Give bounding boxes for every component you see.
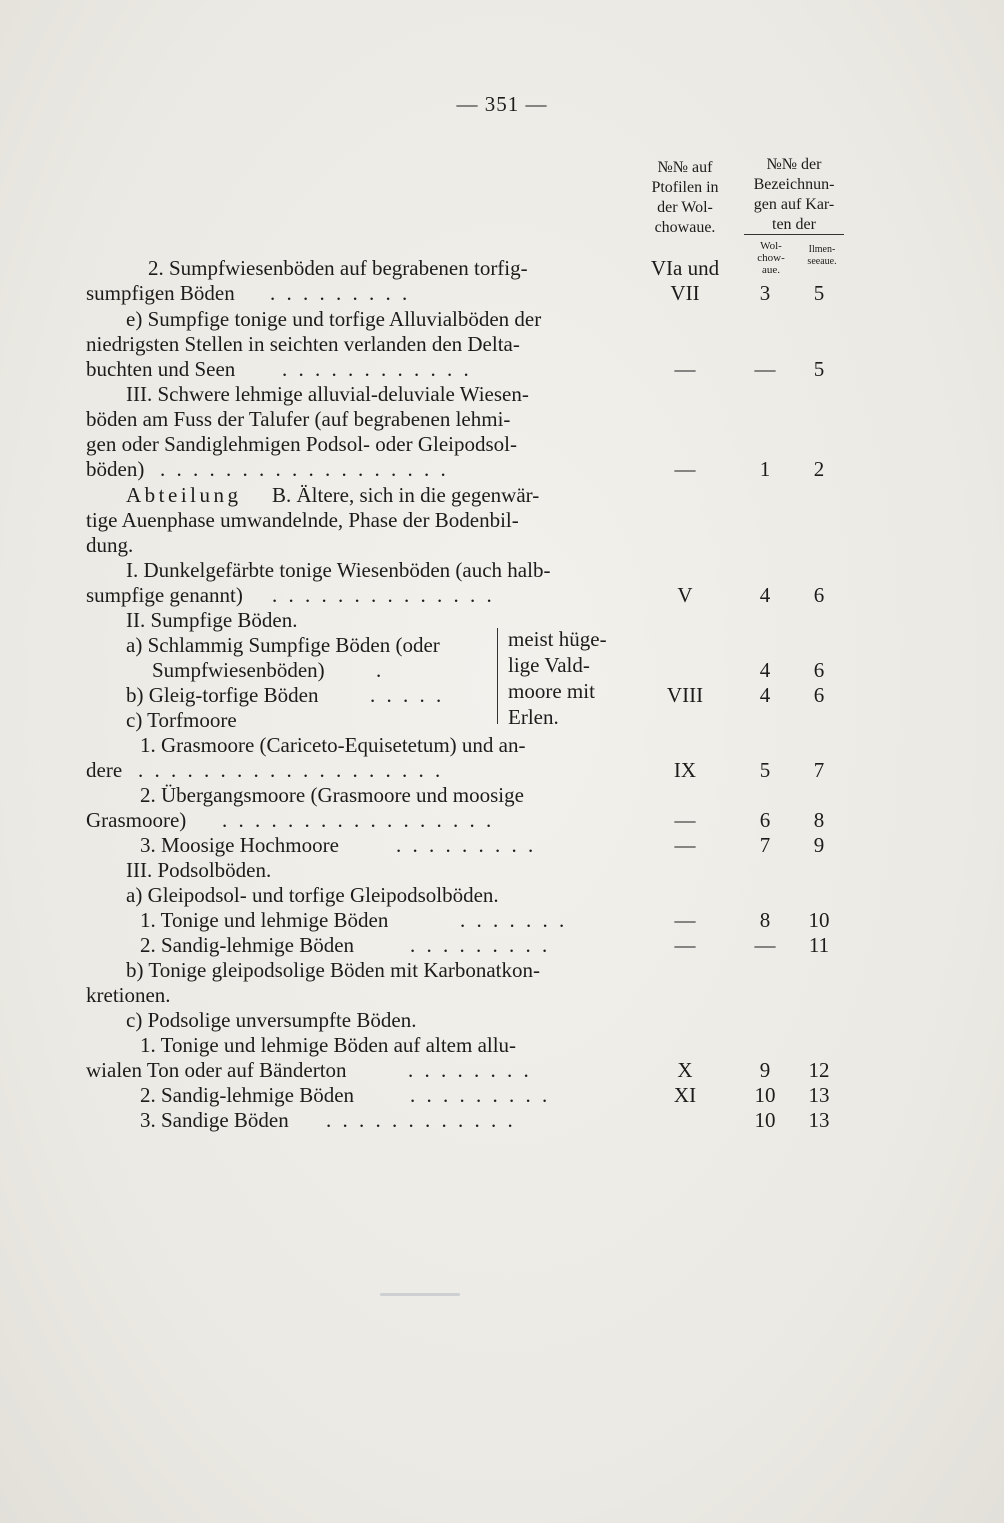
text-line bbox=[0, 407, 1004, 432]
wolchow-map-number: 9 bbox=[759, 1058, 771, 1082]
brace-note-line: lige Vald- bbox=[508, 653, 590, 677]
line-text: Abteilung bbox=[126, 483, 242, 507]
text-line bbox=[0, 457, 1004, 482]
text-line bbox=[0, 483, 1004, 508]
line-text: kretionen. bbox=[86, 983, 171, 1007]
brace-note-line: moore mit bbox=[508, 679, 595, 703]
wolchow-map-number: 8 bbox=[759, 908, 771, 932]
leader-dots: . . . . . . . . . . . . . . . . . . . bbox=[138, 758, 444, 782]
column-header-rule bbox=[744, 234, 844, 235]
wolchow-map-number: 5 bbox=[759, 758, 771, 782]
profile-number: — bbox=[674, 833, 696, 857]
wolchow-map-number: 3 bbox=[759, 281, 771, 305]
text-line bbox=[0, 256, 1004, 281]
subheader-line: Wol- bbox=[760, 240, 782, 252]
profile-number: X bbox=[677, 1058, 693, 1082]
line-text: a) Gleipodsol- und torfige Gleipodsolböden. bbox=[126, 883, 499, 907]
text-line bbox=[0, 357, 1004, 382]
ilmensee-map-number: 2 bbox=[813, 457, 825, 481]
ilmensee-map-number: 8 bbox=[813, 808, 825, 832]
text-line bbox=[0, 958, 1004, 983]
line-text: c) Torfmoore bbox=[126, 708, 237, 732]
brace-bracket bbox=[497, 628, 504, 724]
line-text: sumpfigen Böden bbox=[86, 281, 235, 305]
ilmensee-map-number: 6 bbox=[813, 683, 825, 707]
text-line bbox=[0, 508, 1004, 533]
line-text: 1. Tonige und lehmige Böden auf altem allu- bbox=[140, 1033, 517, 1057]
subheader-line: chow- bbox=[757, 252, 785, 264]
leader-dots: . . . . . . . . . . . . bbox=[326, 1108, 516, 1132]
profile-number: V bbox=[677, 583, 693, 607]
line-text: böden) bbox=[86, 457, 145, 481]
text-line bbox=[0, 1083, 1004, 1108]
ilmensee-map-number: 9 bbox=[813, 833, 825, 857]
column-header-line: №№ auf bbox=[657, 159, 713, 176]
leader-dots: . bbox=[376, 658, 385, 682]
ilmensee-map-number: 5 bbox=[813, 281, 825, 305]
ilmensee-map-number: 7 bbox=[813, 758, 825, 782]
text-line bbox=[0, 933, 1004, 958]
profile-number: VII bbox=[670, 281, 700, 305]
text-line bbox=[0, 1033, 1004, 1058]
text-line bbox=[0, 432, 1004, 457]
profile-number: — bbox=[674, 933, 696, 957]
page-number: — 351 — bbox=[456, 92, 548, 116]
profile-number: IX bbox=[673, 758, 697, 782]
profile-number: — bbox=[674, 808, 696, 832]
line-text: niedrigsten Stellen in seichten verlanden den Delta- bbox=[86, 332, 520, 356]
line-text: e) Sumpfige tonige und torfige Alluvialböden der bbox=[126, 307, 542, 331]
wolchow-map-number: 4 bbox=[759, 583, 771, 607]
text-line bbox=[0, 908, 1004, 933]
wolchow-map-number: 1 bbox=[759, 457, 771, 481]
leader-dots: . . . . . . . . . bbox=[410, 1083, 551, 1107]
leader-dots: . . . . . . . . . . . . bbox=[282, 357, 472, 381]
text-line bbox=[0, 583, 1004, 608]
ilmensee-map-number: 13 bbox=[808, 1083, 830, 1107]
line-text: böden am Fuss der Talufer (auf begrabenen lehmi- bbox=[86, 407, 511, 431]
subheader-line: aue. bbox=[761, 264, 780, 276]
leader-dots: . . . . . . . . . . . . . . . . . . bbox=[160, 457, 449, 481]
wolchow-map-number: 4 bbox=[759, 683, 771, 707]
line-text: sumpfige genannt) bbox=[86, 583, 243, 607]
line-text: a) Schlammig Sumpfige Böden (oder bbox=[126, 633, 440, 657]
column-header-profiles bbox=[630, 158, 740, 238]
ilmensee-map-number: 12 bbox=[808, 1058, 830, 1082]
column-header-line: ten der bbox=[772, 216, 816, 233]
leader-dots: . . . . . . . . . . . . . . . . . bbox=[222, 808, 495, 832]
profile-number: XI bbox=[673, 1083, 697, 1107]
leader-dots: . . . . . . . . . bbox=[270, 281, 411, 305]
ilmensee-map-number: 11 bbox=[808, 933, 830, 957]
ilmensee-map-number: 13 bbox=[808, 1108, 830, 1132]
leader-dots: . . . . . . . . . bbox=[396, 833, 537, 857]
column-header-line: gen auf Kar- bbox=[753, 196, 835, 213]
profile-number: VIa und bbox=[650, 256, 720, 280]
line-text: 3. Moosige Hochmoore bbox=[140, 833, 339, 857]
line-text: c) Podsolige unversumpfte Böden. bbox=[126, 1008, 417, 1032]
line-text: gen oder Sandiglehmigen Podsol- oder Gleipodsol- bbox=[86, 432, 518, 456]
text-line bbox=[0, 758, 1004, 783]
profile-number: — bbox=[674, 457, 696, 481]
line-text: 2. Sandig-lehmige Böden bbox=[140, 1083, 355, 1107]
profile-number: — bbox=[674, 908, 696, 932]
line-text: buchten und Seen bbox=[86, 357, 236, 381]
column-header-line: №№ der bbox=[766, 156, 822, 173]
wolchow-map-number: 4 bbox=[759, 658, 771, 682]
brace-note-line: meist hüge- bbox=[508, 627, 607, 651]
subheader-line: seeaue. bbox=[807, 256, 837, 267]
line-text: Sumpfwiesenböden) bbox=[152, 658, 325, 682]
line-text: wialen Ton oder auf Bänderton bbox=[86, 1058, 347, 1082]
text-line bbox=[0, 858, 1004, 883]
line-text: II. Sumpfige Böden. bbox=[126, 608, 298, 632]
text-line bbox=[0, 1008, 1004, 1033]
text-line bbox=[0, 783, 1004, 808]
line-text-continued: B. Ältere, sich in die gegenwär- bbox=[272, 483, 540, 507]
text-line bbox=[0, 332, 1004, 357]
line-text: 2. Sumpfwiesenböden auf begrabenen torfig- bbox=[148, 256, 528, 280]
wolchow-map-number: — bbox=[754, 357, 776, 381]
ilmensee-map-number: 5 bbox=[813, 357, 825, 381]
text-line bbox=[0, 281, 1004, 306]
ilmensee-map-number: 10 bbox=[808, 908, 830, 932]
text-line bbox=[0, 558, 1004, 583]
column-header-line: Ptofilen in bbox=[651, 179, 719, 196]
line-text: dere bbox=[86, 758, 123, 782]
ilmensee-map-number: 6 bbox=[813, 583, 825, 607]
line-text: b) Tonige gleipodsolige Böden mit Karbonatkon- bbox=[126, 958, 540, 982]
column-header-maps bbox=[738, 155, 850, 235]
text-line bbox=[0, 983, 1004, 1008]
leader-dots: . . . . . . . . . bbox=[410, 933, 551, 957]
column-header-line: chowaue. bbox=[654, 219, 716, 236]
text-line bbox=[0, 833, 1004, 858]
text-line bbox=[0, 1058, 1004, 1083]
line-text: tige Auenphase umwandelnde, Phase der Bodenbil- bbox=[86, 508, 519, 532]
line-text: III. Podsolböden. bbox=[126, 858, 272, 882]
line-text: 2. Übergangsmoore (Grasmoore und moosige bbox=[140, 783, 524, 807]
line-text: I. Dunkelgefärbte tonige Wiesenböden (auch halb- bbox=[126, 558, 551, 582]
text-line bbox=[0, 307, 1004, 332]
line-text: Grasmoore) bbox=[86, 808, 187, 832]
text-line bbox=[0, 883, 1004, 908]
line-text: III. Schwere lehmige alluvial-deluviale Wiesen- bbox=[126, 382, 529, 406]
wolchow-map-number: 10 bbox=[754, 1083, 776, 1107]
leader-dots: . . . . . bbox=[370, 683, 445, 707]
line-text: 3. Sandige Böden bbox=[140, 1108, 289, 1132]
line-text: b) Gleig-torfige Böden bbox=[126, 683, 319, 707]
line-text: dung. bbox=[86, 533, 134, 557]
profile-number: VIII bbox=[666, 683, 704, 707]
leader-dots: . . . . . . . . bbox=[408, 1058, 532, 1082]
wolchow-map-number: — bbox=[754, 933, 776, 957]
brace-note-line: Erlen. bbox=[508, 705, 559, 729]
text-line bbox=[0, 382, 1004, 407]
column-header-line: der Wol- bbox=[657, 199, 713, 216]
wolchow-map-number: 10 bbox=[754, 1108, 776, 1132]
text-line bbox=[0, 808, 1004, 833]
column-header-line: Bezeichnun- bbox=[753, 176, 835, 193]
leader-dots: . . . . . . . bbox=[460, 908, 568, 932]
text-line bbox=[0, 733, 1004, 758]
text-line bbox=[0, 1108, 1004, 1133]
wolchow-map-number: 6 bbox=[759, 808, 771, 832]
ink-smudge bbox=[380, 1293, 460, 1296]
text-line bbox=[0, 533, 1004, 558]
line-text: 1. Grasmoore (Cariceto-Equisetetum) und an- bbox=[140, 733, 526, 757]
subheader-line: Ilmen- bbox=[808, 244, 836, 255]
ilmensee-map-number: 6 bbox=[813, 658, 825, 682]
leader-dots: . . . . . . . . . . . . . . bbox=[272, 583, 495, 607]
line-text: 2. Sandig-lehmige Böden bbox=[140, 933, 355, 957]
line-text: 1. Tonige und lehmige Böden bbox=[140, 908, 389, 932]
profile-number: — bbox=[674, 357, 696, 381]
wolchow-map-number: 7 bbox=[759, 833, 771, 857]
